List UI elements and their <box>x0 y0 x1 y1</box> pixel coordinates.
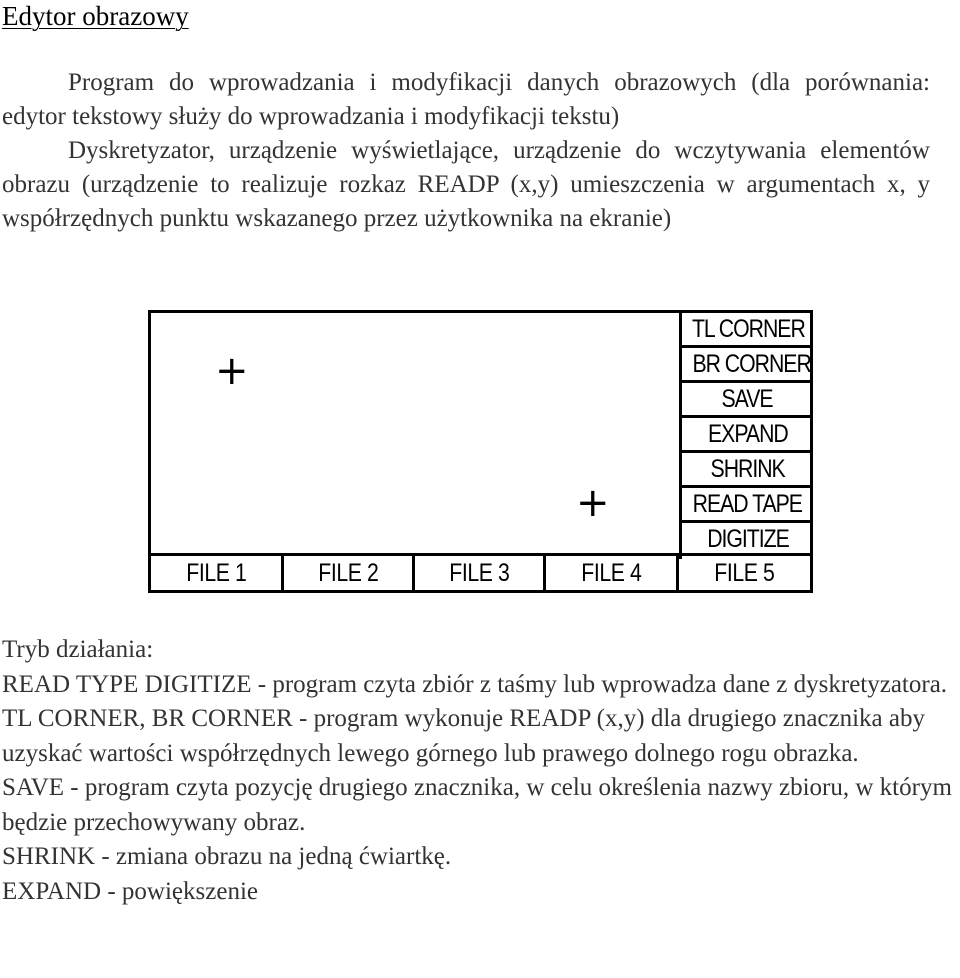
file-bar <box>151 553 810 590</box>
menu-item-expand[interactable]: EXPAND <box>682 418 813 453</box>
mode-description: TL CORNER, BR CORNER - program wykonuje READP (x,y) dla drugiego znacznika aby uzyskać wartości współrzędnych lewego górnego lub prawego dolnego rogu obrazka. <box>2 705 925 767</box>
command-menu <box>679 310 813 559</box>
mode-description: SHRINK - zmiana obrazu na jedną ćwiartkę. <box>2 843 452 870</box>
cursor-marker-2-icon: + <box>576 480 610 526</box>
menu-item-shrink[interactable]: SHRINK <box>682 453 813 488</box>
file-button-5[interactable]: FILE 5 <box>714 559 775 587</box>
cursor-marker-1-icon: + <box>215 348 249 394</box>
mode-description: READ TYPE DIGITIZE - program czyta zbiór z taśmy lub wprowadza dane z dyskretyzatora. <box>2 670 948 698</box>
page-title: Edytor obrazowy <box>2 1 189 31</box>
mode-description: EXPAND - powiększenie <box>2 877 258 905</box>
menu-item-digitize[interactable]: DIGITIZE <box>706 525 789 553</box>
file-button-1[interactable]: FILE 1 <box>151 556 284 590</box>
editor-screen-diagram <box>148 310 813 593</box>
menu-item-read-tape[interactable]: READ TAPE <box>682 488 813 523</box>
modes-heading: Tryb działania: <box>2 636 154 663</box>
menu-item-save[interactable]: SAVE <box>682 383 813 418</box>
intro-paragraph-1: Program do wprowadzania i modyfikacji danych obrazowych (dla porównania: edytor tekstowy służy do wprowadzania i modyfikacji tekstu) <box>2 69 930 130</box>
file-button-4[interactable]: FILE 4 <box>546 556 679 590</box>
menu-item-tl-corner[interactable]: TL CORNER <box>682 313 813 348</box>
file-button-2[interactable]: FILE 2 <box>284 556 415 590</box>
file-button-3[interactable]: FILE 3 <box>415 556 546 590</box>
mode-description: SAVE - program czyta pozycję drugiego znacznika, w celu określenia nazwy zbioru, w którym będzie przechowywany obraz. <box>2 774 952 836</box>
intro-text <box>2 66 930 236</box>
menu-item-br-corner[interactable]: BR CORNER <box>682 348 813 383</box>
intro-paragraph-2: Dyskretyzator, urządzenie wyświetlające, urządzenie do wczytywania elementów obrazu (urządzenie to realizuje rozkaz READP (x,y) umieszczenia w argumentach x, y współrzędnych punktu wskazanego przez użytkownika na ekranie) <box>2 137 930 232</box>
modes-section <box>2 633 952 909</box>
